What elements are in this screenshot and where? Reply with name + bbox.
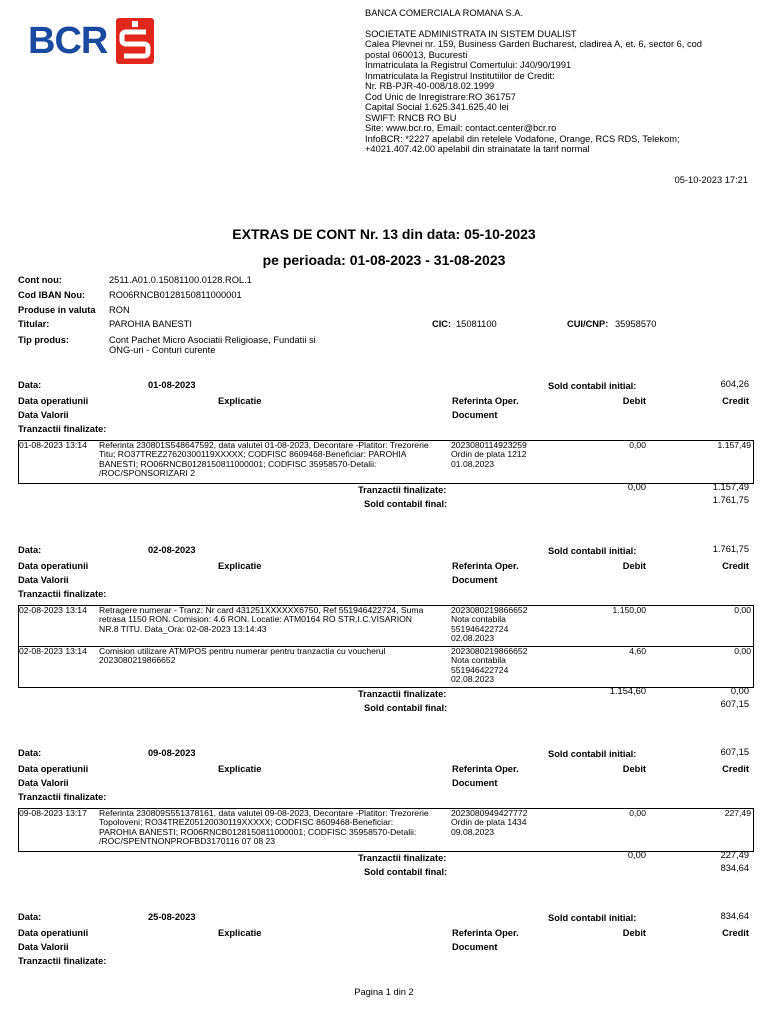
- bank-line: BANCA COMERCIALA ROMANA S.A.: [365, 8, 524, 18]
- bank-info-block: [365, 8, 745, 155]
- tx-reference-line: 09.08.2023: [451, 826, 495, 837]
- product-value-line1: Cont Pachet Micro Asociatii Religioase, Fundatii si: [109, 335, 316, 345]
- tx-credit: 227,49: [724, 808, 751, 818]
- tx-explanation-line: Comision utilizare ATM/POS pentru numerar pentru tranzactia cu voucherul: [99, 646, 386, 656]
- tx-reference-line: 01.08.2023: [451, 458, 495, 469]
- col-header-debit: Debit: [622, 396, 646, 406]
- tx-explanation-line: Titu; RO37TREZ27620300119XXXXX; CODFISC 8609468-Beneficiar: PAROHIA: [99, 449, 407, 460]
- tx-reference-line: Ordin de plata 1212: [451, 449, 527, 460]
- bank-line: InfoBCR: *2227 apelabil din retelele Vodafone, Orange, RCS RDS, Telekom;: [365, 133, 680, 144]
- cont-label: Cont nou:: [18, 275, 62, 285]
- sold-final-value: 1.761,75: [712, 495, 749, 505]
- tx-op-date: 09-08-2023 13:17: [19, 808, 87, 818]
- bank-line: postal 060013, Bucuresti: [365, 49, 468, 60]
- col-header-reference: Referinta Oper.: [452, 928, 519, 938]
- total-debit: 0,00: [627, 482, 646, 492]
- col-header-explanation: Explicatie: [218, 764, 262, 774]
- col-header-credit: Credit: [722, 561, 749, 571]
- col-header-value-date: Data Valorii: [18, 410, 69, 420]
- transactions-table: [18, 808, 754, 852]
- tx-debit: 0,00: [629, 808, 646, 818]
- tx-reference-line: 02.08.2023: [451, 633, 495, 644]
- col-header-debit: Debit: [622, 561, 646, 571]
- sold-final-label: Sold contabil final:: [364, 499, 448, 509]
- tranzactii-total-label: Tranzactii finalizate:: [358, 485, 447, 495]
- col-header-reference: Referinta Oper.: [452, 396, 519, 406]
- bcr-logo-text: BCR: [28, 20, 108, 62]
- statement-title: EXTRAS DE CONT Nr. 13 din data: 05-10-2023: [232, 226, 536, 242]
- iban-label: Cod IBAN Nou:: [18, 290, 86, 300]
- tx-reference: [451, 606, 561, 644]
- tx-reference-line: 2023080114923259: [451, 440, 527, 450]
- tx-reference-line: Nota contabila: [451, 655, 506, 666]
- tx-reference-line: 551946422724: [451, 623, 509, 634]
- total-debit: 1.154,60: [609, 686, 646, 696]
- tx-explanation: [99, 606, 451, 634]
- transaction-row: [19, 646, 753, 687]
- tx-explanation-line: 2023080219866652: [99, 655, 176, 666]
- tranzactii-total-label: Tranzactii finalizate:: [358, 853, 447, 863]
- date-label: Data:: [18, 545, 42, 555]
- sold-initial-value: 604,26: [720, 379, 749, 389]
- bank-line: Calea Plevnei nr. 159, Business Garden Bucharest, cladirea A, et. 6, sector 6, cod: [365, 39, 702, 49]
- tx-reference-line: 2023080949427772: [451, 808, 528, 818]
- col-header-value-date: Data Valorii: [18, 575, 69, 585]
- bank-line: SOCIETATE ADMINISTRATA IN SISTEM DUALIST: [365, 28, 577, 39]
- sold-initial-value: 834,64: [720, 911, 749, 921]
- col-header-explanation: Explicatie: [218, 928, 262, 938]
- tx-op-date: 02-08-2023 13:14: [19, 646, 87, 656]
- col-header-value-date: Data Valorii: [18, 942, 69, 952]
- col-header-document: Document: [452, 778, 498, 788]
- day-date: 09-08-2023: [148, 748, 196, 758]
- sold-final-value: 607,15: [720, 699, 749, 709]
- sold-initial-label: Sold contabil initial:: [548, 381, 637, 391]
- bank-line: Nr. RB-PJR-40-008/18.02.1999: [365, 81, 495, 91]
- tx-explanation-line: Retragere numerar - Tranz: Nr card 431251XXXXXX6750, Ref 551946422724, Suma: [99, 605, 424, 615]
- bank-line: SWIFT: RNCB RO BU: [365, 112, 457, 123]
- tx-reference: [451, 441, 561, 469]
- tx-explanation-line: BANESTI; RO06RNCB0128150811000001; CODFISC 35958570-Detalii:: [99, 458, 377, 469]
- col-header-reference: Referinta Oper.: [452, 764, 519, 774]
- bank-line: Capital Social 1.625.341.625,40 lei: [365, 102, 509, 112]
- bank-line: Inmatriculata la Registrul Institutiilor de Credit:: [365, 70, 555, 81]
- tx-explanation-line: /ROC/SPONSORIZARI 2: [99, 468, 195, 479]
- iban-value: RO06RNCB0128150811000001: [109, 290, 242, 300]
- total-credit: 1.157,49: [712, 482, 749, 492]
- transaction-row: [19, 809, 753, 851]
- tx-explanation-line: Referinta 230809S551378161, data valutei 09-08-2023, Decontare -Platitor: Trezorerie: [99, 808, 429, 818]
- col-header-credit: Credit: [722, 396, 749, 406]
- date-label: Data:: [18, 912, 42, 922]
- col-header-op-date: Data operatiunii: [18, 764, 89, 774]
- tx-reference-line: 2023080219866652: [451, 646, 528, 656]
- tranzactii-total-label: Tranzactii finalizate:: [358, 689, 447, 699]
- col-header-credit: Credit: [722, 928, 749, 938]
- bank-line: +4021.407.42.00 apelabil din strainatate la tarif normal: [365, 144, 590, 154]
- day-date: 02-08-2023: [148, 545, 196, 555]
- tx-reference: [451, 809, 561, 837]
- currency-value: RON: [109, 305, 130, 315]
- tx-reference: [451, 647, 561, 685]
- tx-reference-line: Ordin de plata 1434: [451, 817, 527, 828]
- statement-period: pe perioada: 01-08-2023 - 31-08-2023: [262, 252, 506, 268]
- tx-credit: 0,00: [734, 646, 751, 656]
- col-header-document: Document: [452, 942, 498, 952]
- col-header-op-date: Data operatiunii: [18, 396, 89, 406]
- page-number: Pagina 1 din 2: [354, 987, 414, 997]
- total-credit: 0,00: [730, 686, 749, 696]
- col-header-debit: Debit: [622, 928, 646, 938]
- bank-line: Cod Unic de Inregistrare:RO 361757: [365, 91, 516, 102]
- tranzactii-label: Tranzactii finalizate:: [18, 956, 107, 966]
- tranzactii-label: Tranzactii finalizate:: [18, 589, 107, 599]
- tx-debit: 0,00: [629, 440, 646, 450]
- day-date: 25-08-2023: [148, 912, 196, 922]
- tx-reference-line: 2023080219866652: [451, 605, 528, 615]
- total-debit: 0,00: [627, 850, 646, 860]
- cui-value: 35958570: [615, 319, 657, 329]
- date-label: Data:: [18, 380, 42, 390]
- cic-value: 15081100: [456, 319, 497, 329]
- transactions-table: [18, 440, 754, 484]
- col-header-op-date: Data operatiunii: [18, 561, 89, 571]
- col-header-explanation: Explicatie: [218, 396, 262, 406]
- product-value-line2: ONG-uri - Conturi curente: [109, 345, 216, 355]
- tx-debit: 4,60: [629, 646, 646, 656]
- sold-final-label: Sold contabil final:: [364, 703, 448, 713]
- total-credit: 227,49: [720, 850, 749, 860]
- tx-explanation-line: PAROHIA BANESTI; RO06RNCB0128150811000001; CODFISC 35958570-Detalii:: [99, 826, 417, 837]
- col-header-explanation: Explicatie: [218, 561, 262, 571]
- holder-label: Titular:: [18, 319, 50, 329]
- tx-explanation-line: Referinta 230801S548647592, data valutei 01-08-2023, Decontare -Platitor: Trezorerie: [99, 440, 429, 450]
- day-date: 01-08-2023: [148, 380, 196, 390]
- bank-line-gap: [365, 19, 745, 29]
- cui-label: CUI/CNP:: [567, 319, 609, 329]
- tranzactii-label: Tranzactii finalizate:: [18, 424, 107, 434]
- sold-initial-value: 607,15: [720, 747, 749, 757]
- col-header-value-date: Data Valorii: [18, 778, 69, 788]
- sold-final-value: 834,64: [720, 863, 749, 873]
- col-header-op-date: Data operatiunii: [18, 928, 89, 938]
- tx-explanation: [99, 647, 451, 666]
- transactions-table: [18, 605, 754, 688]
- product-label: Tip produs:: [18, 335, 69, 345]
- col-header-reference: Referinta Oper.: [452, 561, 519, 571]
- col-header-document: Document: [452, 575, 498, 585]
- date-label: Data:: [18, 748, 42, 758]
- bcr-red-s-icon: [116, 18, 154, 64]
- bcr-logo: [28, 18, 154, 64]
- sold-initial-label: Sold contabil initial:: [548, 913, 637, 923]
- currency-label: Produse in valuta: [18, 305, 96, 315]
- sold-initial-label: Sold contabil initial:: [548, 546, 637, 556]
- tx-debit: 1.150,00: [612, 605, 646, 615]
- tx-reference-line: Nota contabila: [451, 614, 506, 625]
- col-header-credit: Credit: [722, 764, 749, 774]
- tx-explanation-line: retrasa 1150 RON. Comision: 4.6 RON. Locatie: ATM0164 RO STR.I.C.VISARION: [99, 614, 412, 625]
- tx-explanation: [99, 441, 451, 479]
- tx-explanation: [99, 809, 451, 847]
- bank-line: Inmatriculata la Registrul Comertului: J40/90/1991: [365, 60, 572, 70]
- tx-reference-line: 02.08.2023: [451, 674, 495, 685]
- tx-explanation-line: NR.8 TITU. Data_Ora: 02-08-2023 13:14:43: [99, 623, 267, 634]
- tx-explanation-line: /ROC/SPENTNONPROFBD3170116 07 08 23: [99, 836, 276, 847]
- sold-final-label: Sold contabil final:: [364, 867, 448, 877]
- sold-initial-value: 1.761,75: [712, 544, 749, 554]
- tx-credit: 0,00: [734, 605, 751, 615]
- sold-initial-label: Sold contabil initial:: [548, 749, 637, 759]
- transaction-row: [19, 606, 753, 646]
- tx-reference-line: 551946422724: [451, 664, 509, 675]
- bank-line: Site: www.bcr.ro, Email: contact.center@bcr.ro: [365, 123, 557, 133]
- col-header-document: Document: [452, 410, 498, 420]
- cic-label: CIC:: [432, 319, 452, 329]
- tranzactii-label: Tranzactii finalizate:: [18, 792, 107, 802]
- tx-op-date: 02-08-2023 13:14: [19, 605, 87, 615]
- print-datetime: 05-10-2023 17:21: [674, 175, 748, 185]
- holder-value: PAROHIA BANESTI: [109, 319, 193, 329]
- tx-op-date: 01-08-2023 13:14: [19, 440, 87, 450]
- tx-credit: 1.157,49: [717, 440, 751, 450]
- tx-explanation-line: Topoloveni; RO34TREZ05120030119XXXXX; CODFISC 8609468-Beneficiar:: [99, 817, 394, 828]
- col-header-debit: Debit: [622, 764, 646, 774]
- cont-value: 2511.A01.0.15081100.0128.ROL.1: [109, 275, 252, 285]
- transaction-row: [19, 441, 753, 483]
